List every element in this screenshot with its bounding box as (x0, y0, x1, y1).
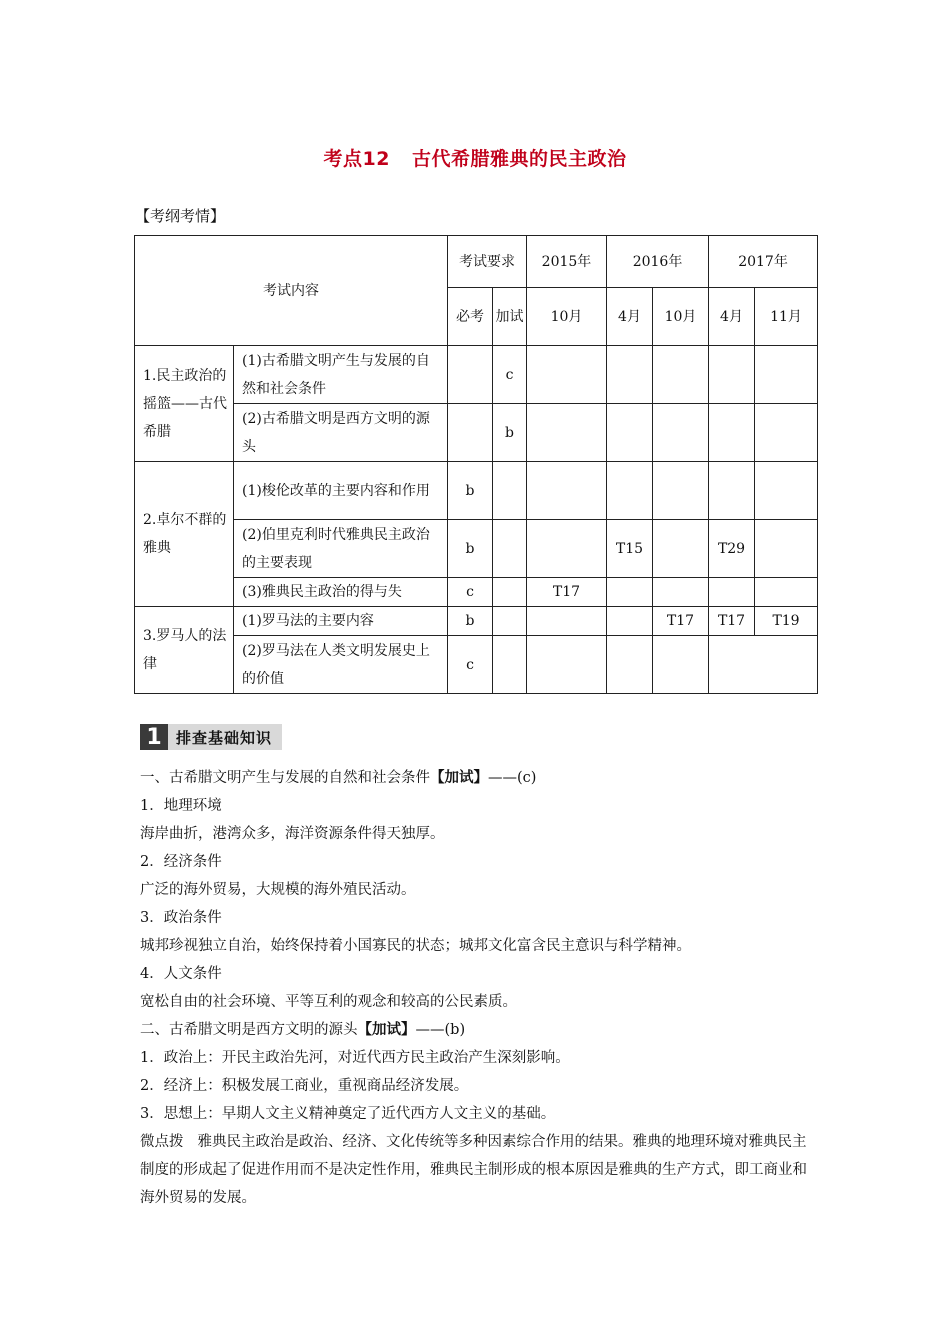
header-extra: 加试 (493, 288, 527, 346)
point-1-title: 1．地理环境 (140, 798, 222, 814)
source-point-3: 3．思想上：早期人文主义精神奠定了近代西方人文主义的基础。 (140, 1106, 556, 1122)
header-month-2016-10: 10月 (653, 288, 709, 346)
cell-extra (493, 462, 527, 520)
cell-2015-10 (527, 520, 607, 578)
cell-2016-10 (653, 346, 709, 404)
table-row (135, 520, 818, 578)
cell-2017-4 (709, 404, 755, 462)
row-content: (1)古希腊文明产生与发展的自然和社会条件 (234, 346, 448, 404)
cell-2017-4 (709, 578, 755, 607)
cell-2015-10 (527, 462, 607, 520)
row-content: (2)古希腊文明是西方文明的源头 (234, 404, 448, 462)
body-content (140, 764, 820, 1212)
title-prefix: 考点12 (323, 148, 390, 170)
cell-2017-11 (755, 462, 818, 520)
cell-2016-4 (607, 607, 653, 636)
point-3-content: 城邦珍视独立自治，始终保持着小国寡民的状态；城邦文化富含民主意识与科学精神。 (140, 938, 691, 954)
cell-2016-10: T17 (653, 607, 709, 636)
header-requirement: 考试要求 (448, 236, 527, 288)
exam-table (134, 235, 818, 694)
cell-required: c (448, 636, 493, 694)
cell-2017-11 (755, 578, 818, 607)
cell-2016-10 (653, 578, 709, 607)
cell-2015-10 (527, 346, 607, 404)
table-row (135, 404, 818, 462)
cell-2016-4 (607, 404, 653, 462)
tip-paragraph (140, 1128, 820, 1212)
section-header (140, 724, 282, 750)
cell-required (448, 404, 493, 462)
header-month-2017-11: 11月 (755, 288, 818, 346)
row-content: (1)梭伦改革的主要内容和作用 (234, 462, 448, 520)
cell-required: b (448, 607, 493, 636)
group-3-label: 3.罗马人的法律 (135, 607, 234, 694)
cell-2015-10 (527, 636, 607, 694)
point-4-content: 宽松自由的社会环境、平等互利的观念和较高的公民素质。 (140, 994, 517, 1010)
cell-2015-10: T17 (527, 578, 607, 607)
cell-2015-10 (527, 607, 607, 636)
cell-extra (493, 578, 527, 607)
cell-2016-4 (607, 346, 653, 404)
cell-2017-11 (755, 346, 818, 404)
tip-label: 微点拨 (140, 1134, 184, 1150)
table-row (135, 636, 818, 694)
cell-extra (493, 636, 527, 694)
source-point-1: 1．政治上：开民主政治先河，对近代西方民主政治产生深刻影响。 (140, 1050, 570, 1066)
cell-2017 (709, 636, 818, 694)
table-row (135, 462, 818, 520)
point-2-content: 广泛的海外贸易，大规模的海外殖民活动。 (140, 882, 416, 898)
section-number: 1 (140, 724, 168, 750)
page-title (0, 144, 950, 171)
cell-2016-10 (653, 404, 709, 462)
cell-extra: b (493, 404, 527, 462)
cell-2016-10 (653, 636, 709, 694)
cell-2017-4: T29 (709, 520, 755, 578)
cell-2017-4: T17 (709, 607, 755, 636)
cell-2016-10 (653, 520, 709, 578)
header-year-2017: 2017年 (709, 236, 818, 288)
cell-2016-4 (607, 636, 653, 694)
row-content: (2)罗马法在人类文明发展史上的价值 (234, 636, 448, 694)
header-month-2016-4: 4月 (607, 288, 653, 346)
cell-extra: c (493, 346, 527, 404)
table-row (135, 607, 818, 636)
cell-2016-4: T15 (607, 520, 653, 578)
cell-2017-4 (709, 346, 755, 404)
cell-2016-4 (607, 462, 653, 520)
row-content: (1)罗马法的主要内容 (234, 607, 448, 636)
point-3-title: 3．政治条件 (140, 910, 222, 926)
heading-1: 一、古希腊文明产生与发展的自然和社会条件【加试】——(c) (140, 769, 537, 786)
cell-2017-11 (755, 404, 818, 462)
exam-section-label: 【考纲考情】 (135, 207, 226, 225)
header-content: 考试内容 (135, 236, 448, 346)
cell-required: b (448, 520, 493, 578)
source-point-2: 2．经济上：积极发展工商业，重视商品经济发展。 (140, 1078, 469, 1094)
cell-2016-4 (607, 578, 653, 607)
cell-extra (493, 520, 527, 578)
cell-extra (493, 607, 527, 636)
heading-2: 二、古希腊文明是西方文明的源头【加试】——(b) (140, 1021, 466, 1038)
group-2-label: 2.卓尔不群的雅典 (135, 462, 234, 607)
header-month-2017-4: 4月 (709, 288, 755, 346)
cell-2017-4 (709, 462, 755, 520)
cell-2016-10 (653, 462, 709, 520)
cell-required (448, 346, 493, 404)
title-main: 古代希腊雅典的民主政治 (411, 148, 627, 170)
group-1-label: 1.民主政治的摇篮——古代希腊 (135, 346, 234, 462)
cell-2017-11 (755, 520, 818, 578)
row-content: (3)雅典民主政治的得与失 (234, 578, 448, 607)
tip-text: 雅典民主政治是政治、经济、文化传统等多种因素综合作用的结果。雅典的地理环境对雅典民主制度的形成起了促进作用而不是决定性作用，雅典民主制形成的根本原因是雅典的生产方式，即工商业和海外贸易的发展。 (140, 1134, 807, 1206)
cell-2017-11: T19 (755, 607, 818, 636)
point-2-title: 2．经济条件 (140, 854, 222, 870)
cell-required: b (448, 462, 493, 520)
row-content: (2)伯里克利时代雅典民主政治的主要表现 (234, 520, 448, 578)
section-label: 排查基础知识 (168, 724, 282, 750)
header-year-2016: 2016年 (607, 236, 709, 288)
table-row (135, 578, 818, 607)
cell-2015-10 (527, 404, 607, 462)
header-required: 必考 (448, 288, 493, 346)
point-1-content: 海岸曲折，港湾众多，海洋资源条件得天独厚。 (140, 826, 445, 842)
header-month-2015-10: 10月 (527, 288, 607, 346)
point-4-title: 4．人文条件 (140, 966, 222, 982)
table-row (135, 346, 818, 404)
header-year-2015: 2015年 (527, 236, 607, 288)
cell-required: c (448, 578, 493, 607)
